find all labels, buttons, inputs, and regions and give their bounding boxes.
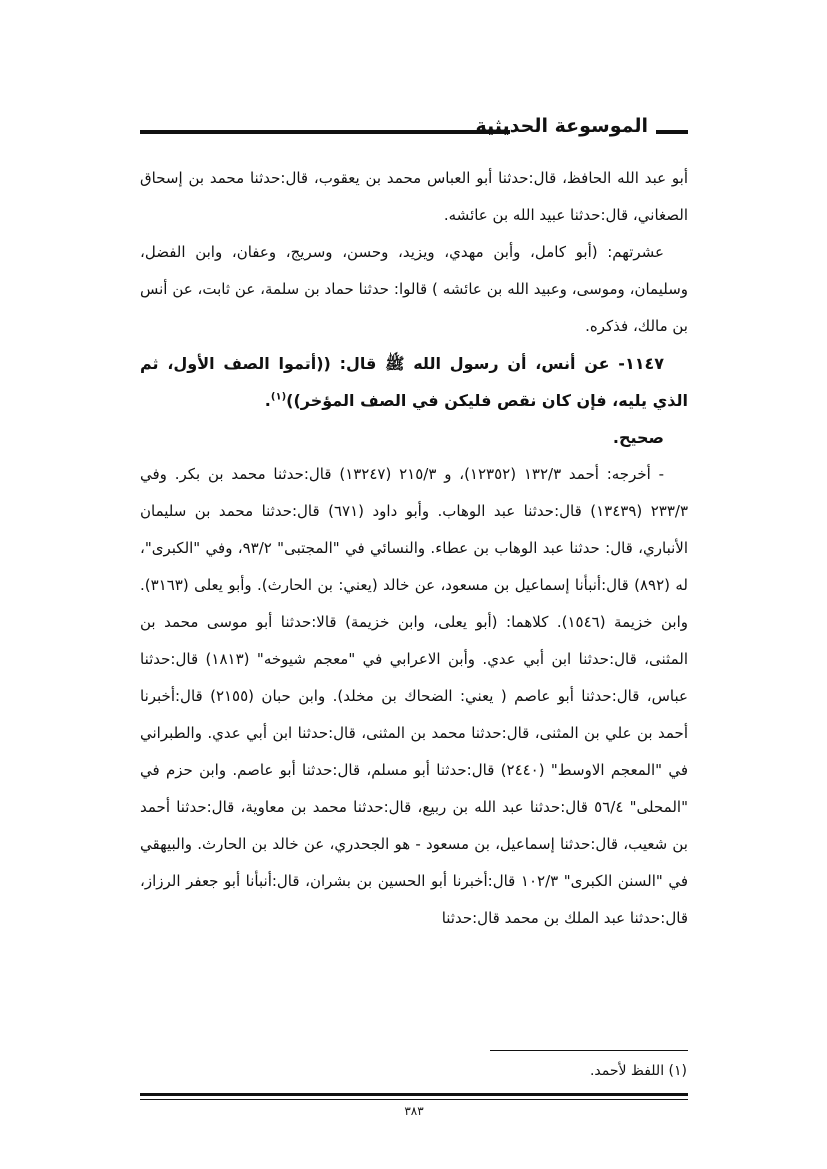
takhrij-paragraph: - أخرجه: أحمد ١٣٢/٣ (١٢٣٥٢)، و ٢١٥/٣ (١٣٢٤٧) قال:حدثنا محمد بن بكر. وفي ٢٣٣/٣ (١٣٤٣٩) قال:حدثنا عبد الوهاب. وأبو داود (٦٧١) قال:حدثنا محمد بن سليمان الأنباري، قال: حدثنا عبد الوهاب بن عطاء. والنسائي في "المجتبى" ٩٣/٢، وفي "الكبرى"، له (٨٩٢) قال:أنبأنا إسماعيل بن مسعود، عن خالد (يعني: بن الحارث). وأبو يعلى (٣١٦٣). وابن خزيمة (١٥٤٦). كلاهما: (أبو يعلى، وابن خزيمة) قالا:حدثنا أبو موسى محمد بن المثنى، قال:حدثنا ابن أبي عدي. وأبن الاعرابي في "معجم شيوخه" (١٨١٣) قال:حدثنا عباس، قال:حدثنا أبو عاصم ( يعني: الضحاك بن مخلد). وابن حبان (٢١٥٥) قال:أخبرنا أحمد بن علي بن المثنى، قال:حدثنا محمد بن المثنى، قال:حدثنا ابن أبي عدي. والطبراني في "المعجم الاوسط" (٢٤٤٠) قال:حدثنا أبو مسلم، قال:حدثنا أبو عاصم. وابن حزم في "المحلى" ٥٦/٤ قال:حدثنا عبد الله بن ربيع، قال:حدثنا محمد بن معاوية، قال:حدثنا أحمد بن شعيب، قال:حدثنا إسماعيل، بن مسعود - هو الجحدري، عن خالد بن الحارث. والبيهقي في "السنن الكبرى" ١٠٢/٣ قال:أخبرنا أبو الحسين بن بشران، قال:أنبأنا أبو جعفر الرزاز، قال:حدثنا عبد الملك بن محمد قال:حدثنا [140, 465, 689, 927]
page-header [140, 112, 688, 142]
footnote-reference: (١) [270, 391, 287, 403]
footnote-separator [490, 1050, 688, 1051]
hadith-end-mark: . [264, 391, 271, 410]
body-text [140, 160, 688, 937]
hadith-matn: ١١٤٧- عن أنس، أن رسول الله ﷺ قال: ((أتموا الصف الأول، ثم الذي يليه، فإن كان نقص فليكن في الصف المؤخر)) [140, 354, 688, 410]
header-rule-right [656, 130, 688, 134]
paragraph-isnad-continuation: أبو عبد الله الحافظ، قال:حدثنا أبو العباس محمد بن يعقوب، قال:حدثنا محمد بن إسحاق الصغاني، قال:حدثنا عبيد الله بن عائشه. [140, 169, 688, 224]
footnote-text: (١) اللفظ لأحمد. [589, 1063, 687, 1079]
page-number: ٣٨٣ [404, 1104, 424, 1118]
paragraph-narrators-summary: عشرتهم: (أبو كامل، وأبن مهدي، ويزيد، وحسن، وسريج، وعفان، وابن الفضل، وسليمان، وموسى، وعبيد الله بن عائشه ) قالوا: حدثنا حماد بن سلمة، عن ثابت، عن أنس بن مالك، فذكره. [140, 243, 688, 335]
hadith-text [140, 345, 688, 419]
grading-text: صحيح. [612, 428, 664, 447]
footer-rule-thin [140, 1099, 688, 1100]
footer-rule-thick [140, 1093, 688, 1096]
header-title: الموسوعة الحديثية [475, 115, 648, 137]
header-rule-left [140, 130, 510, 134]
